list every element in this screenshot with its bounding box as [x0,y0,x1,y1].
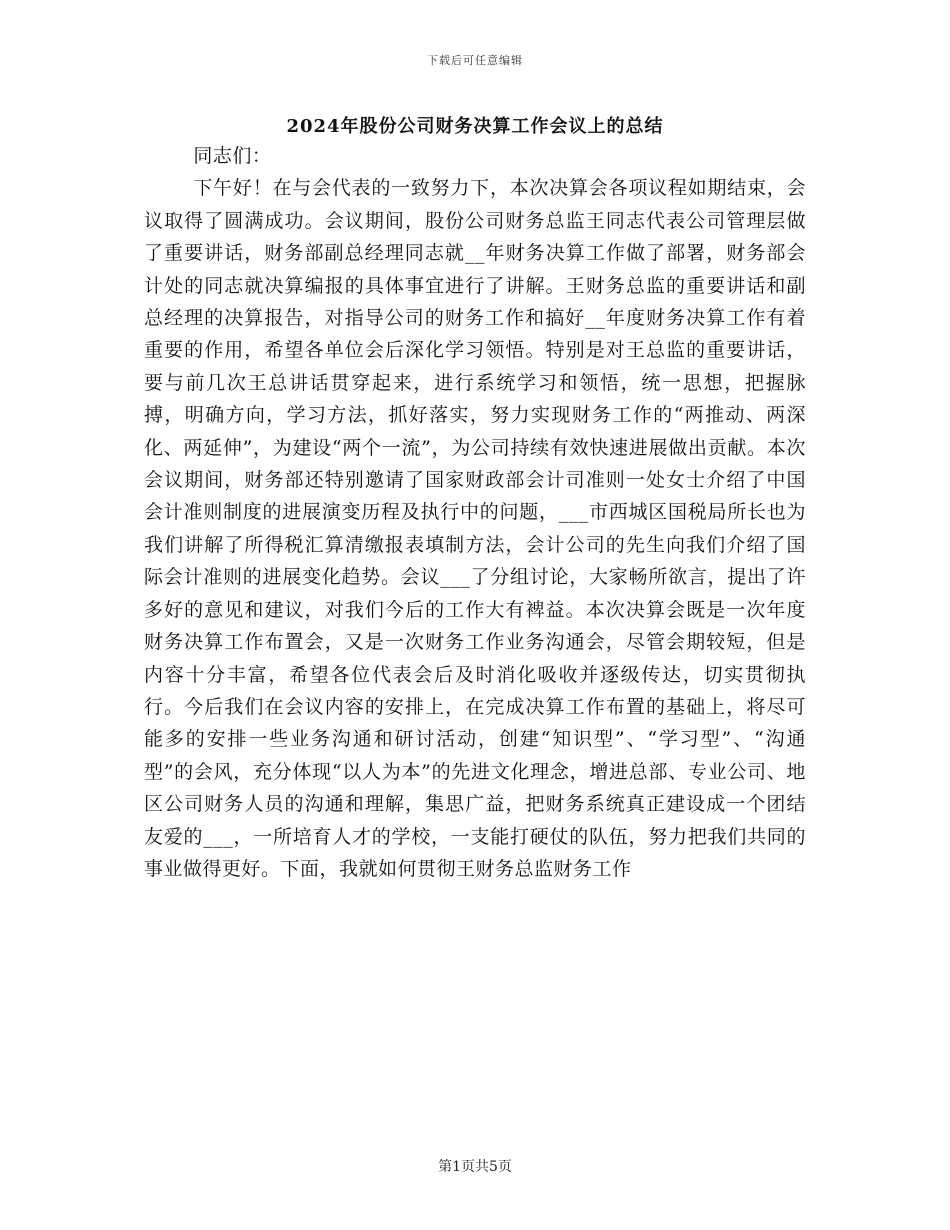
document-body [144,140,806,885]
page-footer-indicator: 第1页共5页 [438,1159,512,1175]
page-header-note: 下载后可任意编辑 [427,54,523,67]
salutation: 同志们： [193,145,272,167]
body-paragraph: 下午好！在与会代表的一致努力下，本次决算会各项议程如期结束，会议取得了圆满成功。会议期间，股份公司财务总监王同志代表公司管理层做了重要讲话，财务部副总经理同志就__年财务决算工作做了部署，财务部会计处的同志就决算编报的具体事宜进行了讲解。王财务总监的重要讲话和副总经理的决算报告，对指导公司的财务工作和搞好__年度财务决算工作有着重要的作用，希望各单位会后深化学习领悟。特别是对王总监的重要讲话，要与前几次王总讲话贯穿起来，进行系统学习和领悟，统一思想，把握脉搏，明确方向，学习方法，抓好落实，努力实现财务工作的“两推动、两深化、两延伸”，为建设“两个一流”，为公司持续有效快速进展做出贡献。本次会议期间，财务部还特别邀请了国家财政部会计司准则一处女士介绍了中国会计准则制度的进展演变历程及执行中的问题，___市西城区国税局所长也为我们讲解了所得税汇算清缴报表填制方法，会计公司的先生向我们介绍了国际会计准则的进展变化趋势。会议___了分组讨论，大家畅所欲言，提出了许多好的意见和建议，对我们今后的工作大有裨益。本次决算会既是一次年度财务决算工作布置会，又是一次财务工作业务沟通会，尽管会期较短，但是内容十分丰富，希望各位代表会后及时消化吸收并逐级传达，切实贯彻执行。今后我们在会议内容的安排上，在完成决算工作布置的基础上，将尽可能多的安排一些业务沟通和研讨活动，创建“知识型”、“学习型”、“沟通型”的会风，充分体现“以人为本”的先进文化理念，增进总部、专业公司、地区公司财务人员的沟通和理解，集思广益，把财务系统真正建设成一个团结友爱的___，一所培育人才的学校，一支能打硬仗的队伍，努力把我们共同的事业做得更好。下面，我就如何贯彻王财务总监财务工作 [144,177,806,880]
document-title: 2024年股份公司财务决算工作会议上的总结 [286,116,664,137]
